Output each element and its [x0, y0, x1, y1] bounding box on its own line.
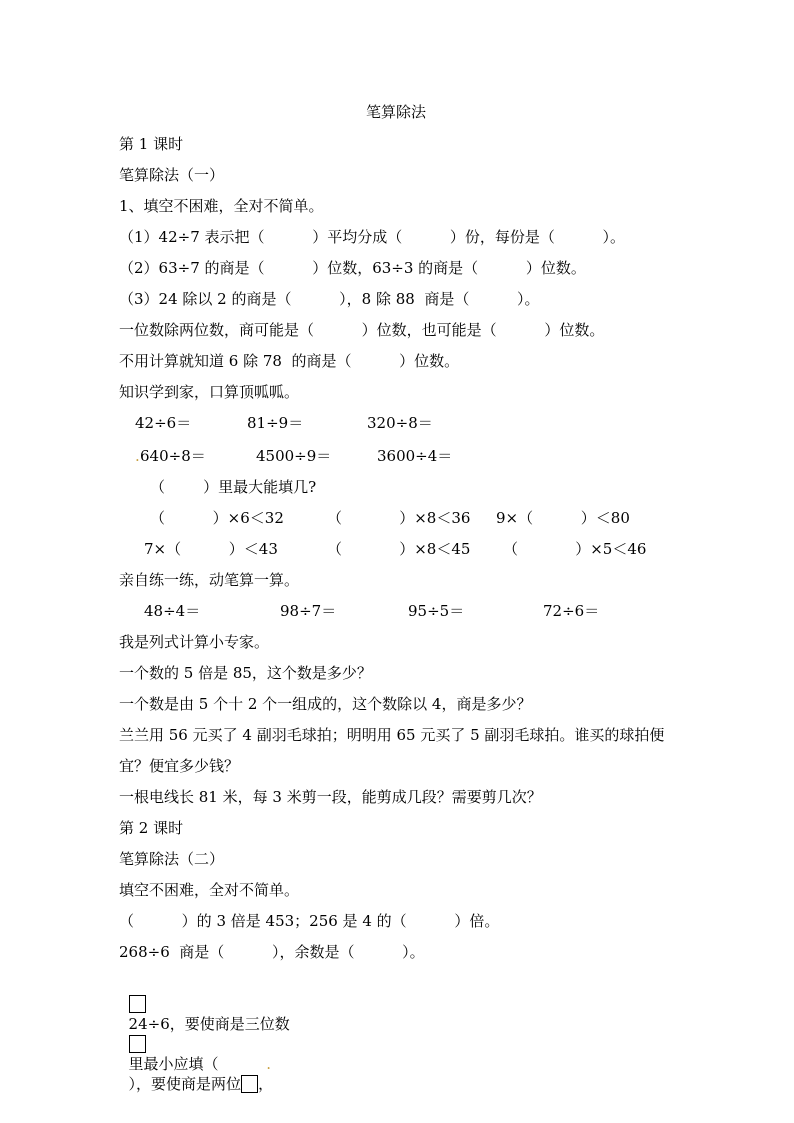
word-problem-3b: 宜？便宜多少钱？: [119, 757, 240, 775]
lesson2-q1-item1: （ ）的 3 倍是 453；256 是 4 的（ ）倍。: [119, 912, 500, 930]
lesson2-q1-title: 填空不困难，全对不简单。: [119, 881, 300, 899]
lesson2-q1-item3: [119, 974, 290, 1094]
lesson1-q2-title: 知识学到家，口算顶呱呱。: [119, 383, 300, 401]
lesson1-q1-item1: （1）42÷7 表示把（ ）平均分成（ ）份，每份是（ ）。: [119, 228, 626, 246]
written-calc-1: 48÷4＝: [144, 602, 201, 620]
oral-calc-3: 320÷8＝: [367, 414, 433, 432]
written-calc-2: 98÷7＝: [280, 602, 337, 620]
compare-3: 9×（ ）＜80: [496, 509, 630, 527]
written-calc-3: 95÷5＝: [408, 602, 465, 620]
lesson1-q1-item5: 不用计算就知道 6 除 78 的商是（ ）位数。: [119, 352, 460, 370]
lesson1-q4-title: 亲自练一练，动笔算一算。: [119, 571, 300, 589]
lesson1-label: 第 1 课时: [119, 135, 184, 153]
oral-calc-6: 3600÷4＝: [377, 447, 453, 465]
compare-5: （ ）×8＜45: [327, 540, 471, 558]
word-problem-4: 一根电线长 81 米，每 3 米剪一段，能剪成几段？需要剪几次？: [119, 788, 542, 806]
lesson1-q3-title: （ ）里最大能填几?: [150, 478, 317, 496]
oral-calc-5: 4500÷9＝: [256, 447, 332, 465]
compare-6: （ ）×5＜46: [503, 540, 647, 558]
item3-part4: ，: [258, 1075, 274, 1093]
compare-1: （ ）×6＜32: [150, 509, 284, 527]
lesson1-q1-item2: （2）63÷7 的商是（ ）位数，63÷3 的商是（ ）位数。: [119, 259, 586, 277]
written-calc-4: 72÷6＝: [543, 602, 600, 620]
page-title: 笔算除法: [366, 103, 427, 121]
lesson1-q1-title: 1、填空不困难，全对不简单。: [119, 197, 324, 215]
lesson1-section: 笔算除法（一）: [119, 166, 225, 184]
item3-part2: 里最小应填（: [128, 1055, 267, 1073]
oral-calc-4: 640÷8＝: [140, 447, 206, 465]
compare-4: 7×（ ）＜43: [144, 540, 278, 558]
word-problem-3a: 兰兰用 56 元买了 4 副羽毛球拍；明明用 65 元买了 5 副羽毛球拍。谁买的球拍便: [119, 726, 665, 744]
item3-part1: 24÷6，要使商是三位数: [128, 1015, 290, 1033]
oral-calc-2: 81÷9＝: [247, 414, 304, 432]
blank-box: [129, 995, 146, 1013]
lesson2-q1-item2: 268÷6 商是（ ），余数是（ ）。: [119, 943, 425, 961]
item3-mark: .: [266, 1055, 272, 1073]
lesson1-q1-item3: （3）24 除以 2 的商是（ ），8 除 88 商是（ ）。: [119, 290, 540, 308]
compare-2: （ ）×8＜36: [327, 509, 471, 527]
oral-calc-1: 42÷6＝: [135, 414, 192, 432]
lesson1-q5-title: 我是列式计算小专家。: [119, 633, 270, 651]
oral-calc-mark: .: [135, 447, 140, 465]
item3-part3: ），要使商是两位: [128, 1075, 242, 1093]
word-problem-2: 一个数是由 5 个十 2 个一组成的，这个数除以 4，商是多少？: [119, 695, 532, 713]
word-problem-1: 一个数的 5 倍是 85，这个数是多少？: [119, 664, 372, 682]
lesson1-q1-item4: 一位数除两位数，商可能是（ ）位数，也可能是（ ）位数。: [119, 321, 605, 339]
blank-box: [129, 1035, 146, 1053]
lesson2-label: 第 2 课时: [119, 819, 184, 837]
lesson2-section: 笔算除法（二）: [119, 850, 225, 868]
blank-box: [241, 1075, 258, 1093]
